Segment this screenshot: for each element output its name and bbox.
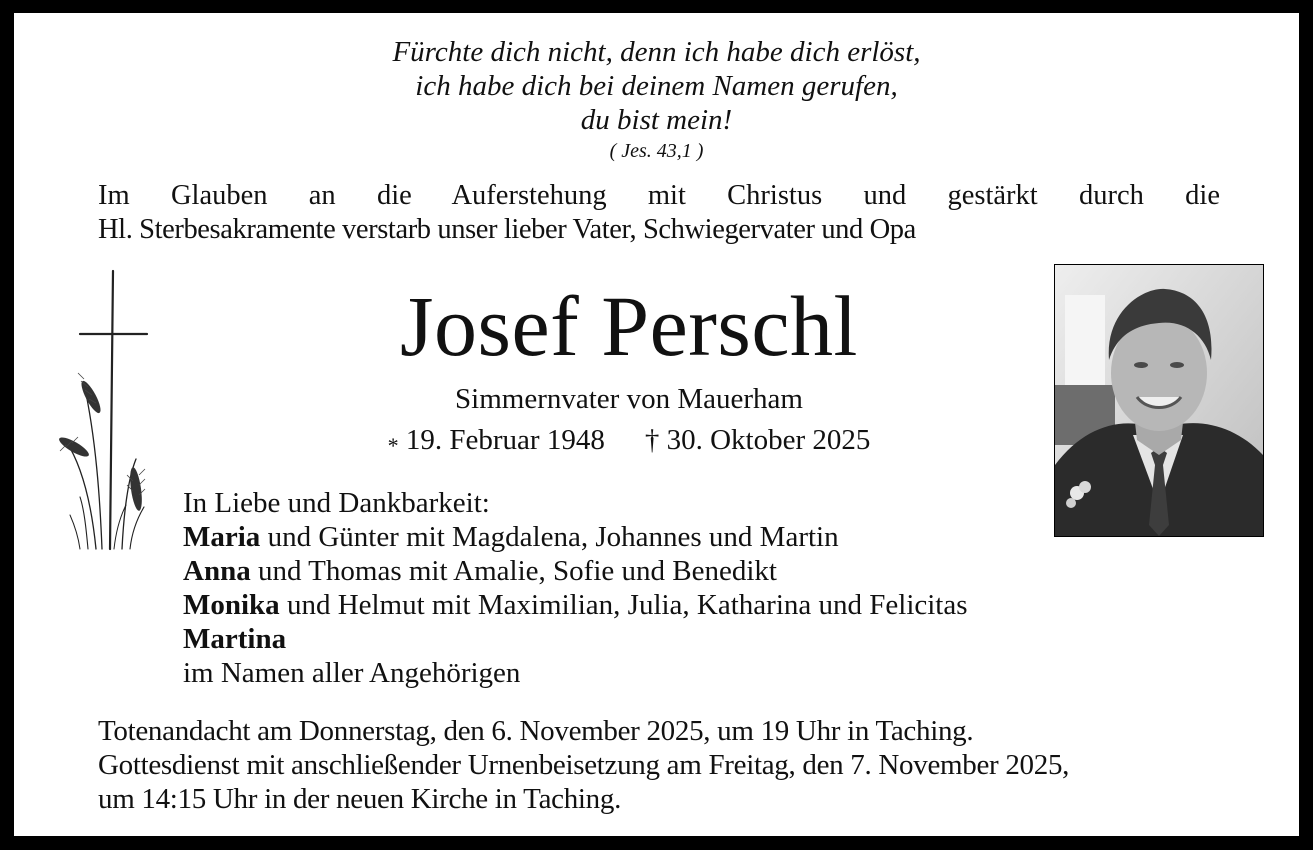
family-list: [183, 486, 968, 690]
intro-line-1: Im Glauben an die Auferstehung mit Christus und gestärkt durch die: [98, 180, 1220, 211]
member-name: Monika: [183, 589, 280, 621]
service-info: [98, 714, 1069, 816]
deceased-name: Josef Perschl: [400, 278, 858, 374]
list-item: [183, 520, 968, 554]
bible-verse: [14, 35, 1299, 165]
verse-line: du bist mein!: [580, 104, 733, 136]
death-date: 30. Oktober 2025: [666, 424, 871, 456]
family-closing: im Namen aller Angehörigen: [183, 657, 521, 689]
member-name: Martina: [183, 623, 287, 655]
service-line: Gottesdienst mit anschließender Urnenbeisetzung am Freitag, den 7. November 2025,: [98, 749, 1070, 781]
portrait-photo: [1054, 264, 1264, 537]
member-details: und Helmut mit Maximilian, Julia, Katharina und Felicitas: [279, 589, 968, 621]
member-details: und Thomas mit Amalie, Sofie und Benedikt: [250, 555, 777, 587]
verse-line: ich habe dich bei deinem Namen gerufen,: [415, 70, 898, 102]
family-heading: In Liebe und Dankbarkeit:: [183, 487, 490, 519]
list-item: [183, 622, 968, 656]
service-line: Totenandacht am Donnerstag, den 6. November 2025, um 19 Uhr in Taching.: [98, 715, 974, 747]
deceased-subtitle: Simmernvater von Mauerham: [455, 383, 803, 415]
list-item: [183, 554, 968, 588]
member-details: und Günter mit Magdalena, Johannes und Martin: [260, 521, 839, 553]
verse-reference: ( Jes. 43,1 ): [609, 140, 704, 162]
birth-date: 19. Februar 1948: [405, 424, 605, 456]
intro-text: [98, 179, 1220, 247]
service-line: um 14:15 Uhr in der neuen Kirche in Taching.: [98, 783, 622, 815]
verse-line: Fürchte dich nicht, denn ich habe dich erlöst,: [392, 36, 921, 68]
intro-line-2: Hl. Sterbesakramente verstarb unser lieber Vater, Schwiegervater und Opa: [98, 214, 916, 245]
member-name: Maria: [183, 521, 261, 553]
birth-star-icon: *: [387, 433, 399, 458]
list-item: [183, 588, 968, 622]
member-name: Anna: [183, 555, 251, 587]
death-cross-icon: †: [644, 424, 660, 456]
